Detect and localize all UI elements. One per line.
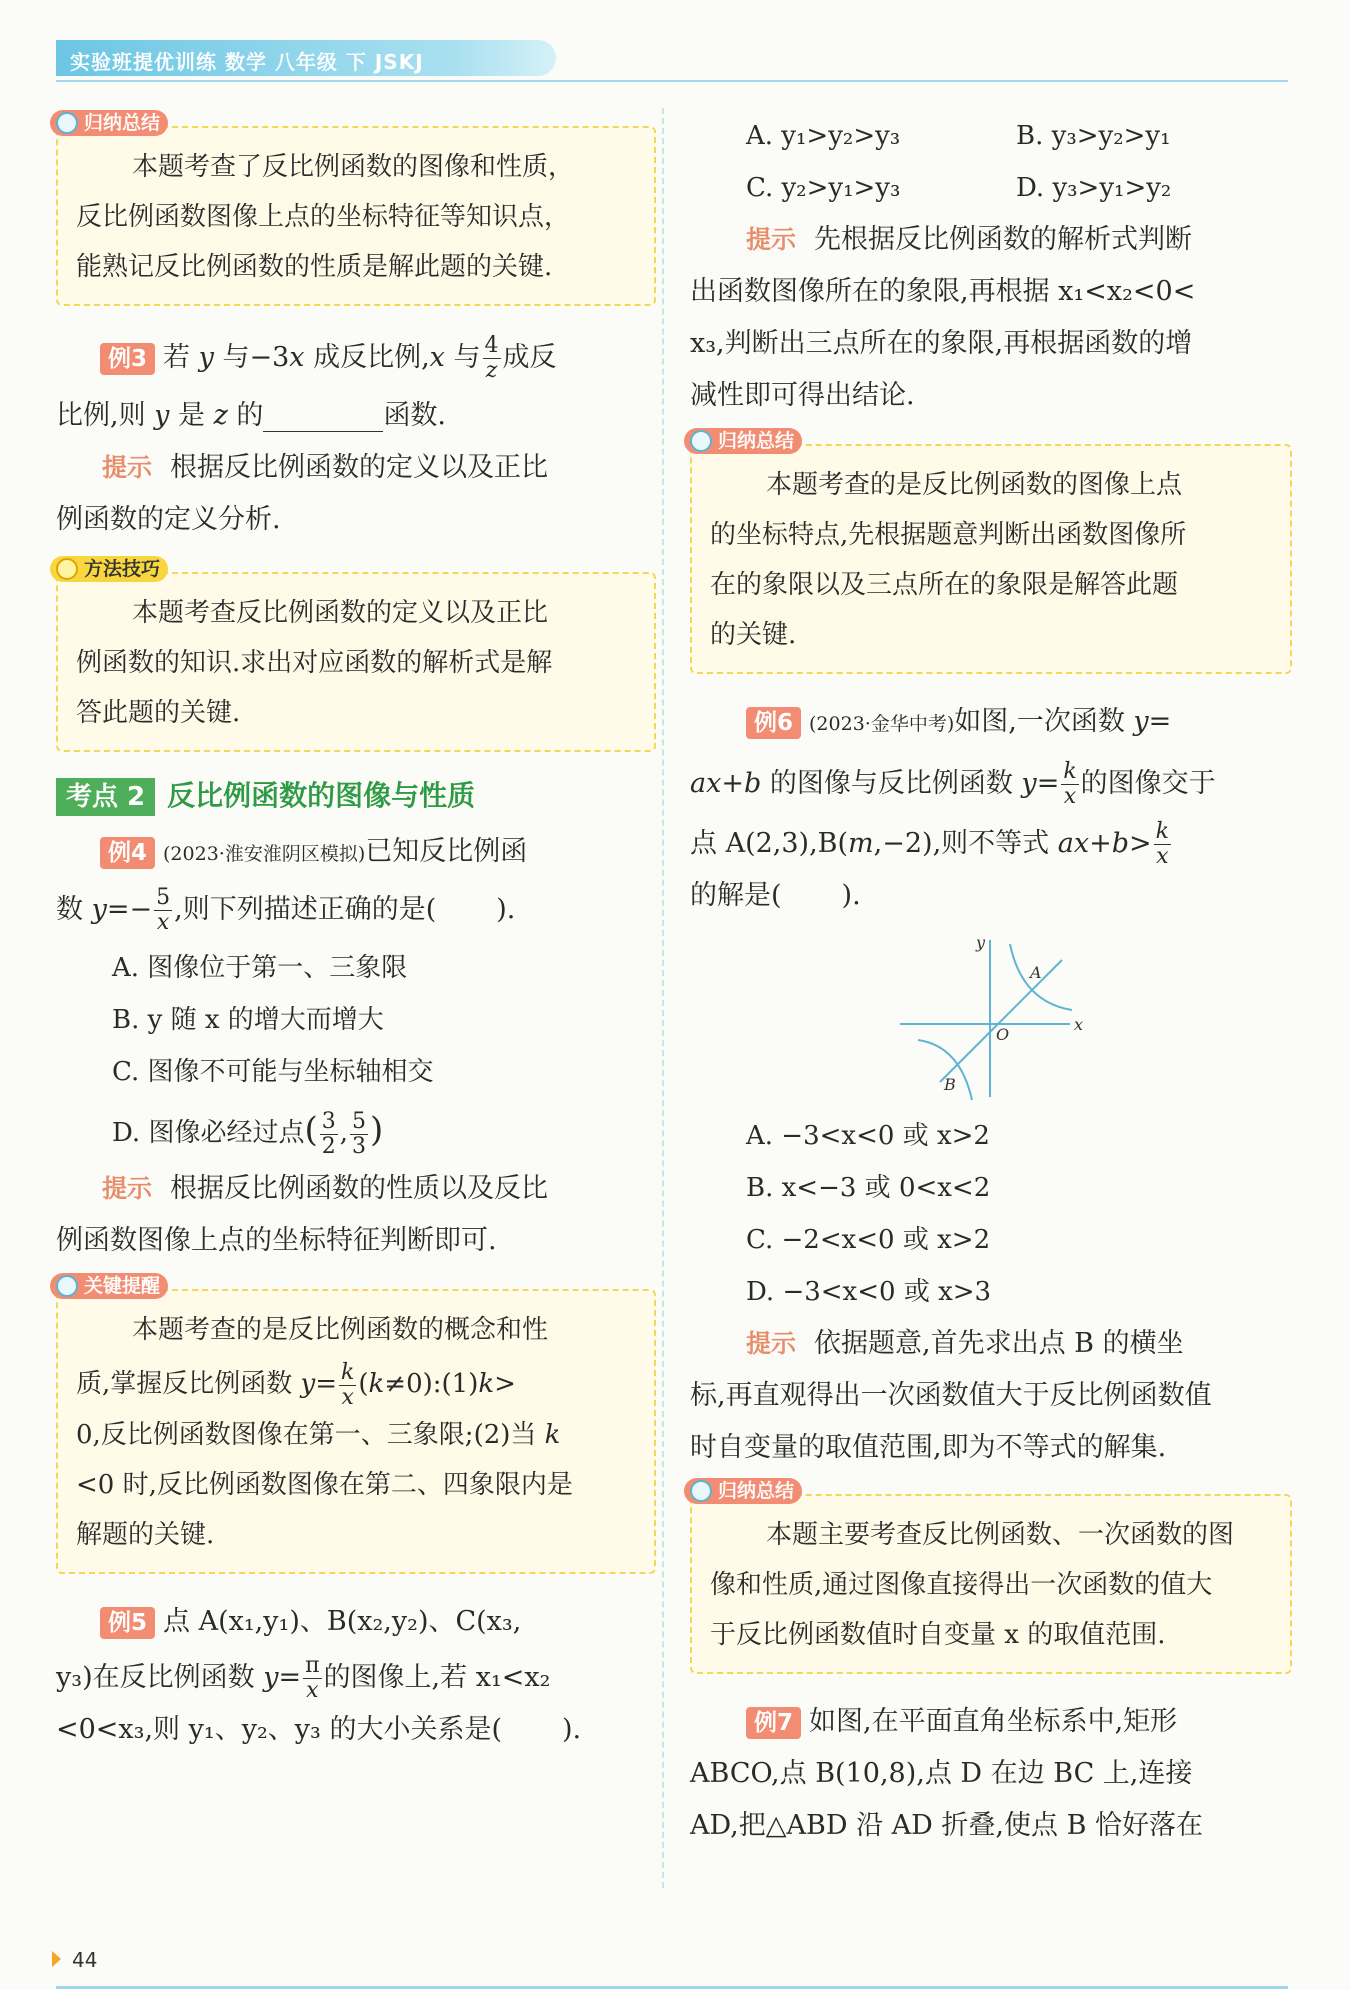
key-line-5: 解题的关键.	[76, 1519, 215, 1550]
key-box	[56, 1275, 656, 1574]
example-tag: 例3	[100, 343, 155, 375]
fraction: $\frac{5}{x}$	[156, 885, 171, 935]
example-5-line-2: y₃)在反比例函数 y= $\frac{\pi}{x}$ 的图像上,若 x₁<x₂	[56, 1652, 551, 1703]
summary-line: 本题主要考查反比例函数、一次函数的图	[766, 1520, 1235, 1550]
function-graph	[890, 932, 1090, 1102]
method-tag: 方法技巧	[50, 556, 168, 582]
left-column	[56, 110, 656, 1756]
lightbulb-icon	[56, 558, 78, 580]
header-bar	[56, 40, 556, 76]
summary-line: 反比例函数图像上点的坐标特征等知识点，	[76, 202, 571, 232]
right-column	[690, 110, 1292, 1852]
fraction: $\frac{5}{3}$	[351, 1108, 366, 1159]
answer-blank[interactable]	[263, 401, 383, 432]
hint-6: 提示 依据题意,首先求出点 B 的横坐	[746, 1328, 1184, 1359]
globe-icon	[690, 1480, 712, 1502]
option-c: C. y₂>y₁>y₃	[746, 173, 901, 203]
fraction: $\frac{4}{z}$	[484, 333, 499, 383]
fraction: $\frac{\pi}{x}$	[305, 1652, 320, 1703]
hint-5-cont: x₃,判断出三点所在的象限,再根据函数的增	[690, 328, 1193, 359]
example-7	[690, 1696, 1292, 1852]
ex5-options	[690, 110, 1292, 214]
summary-line: 在的象限以及三点所在的象限是解答此题	[710, 570, 1179, 600]
option-a: A. 图像位于第一、三象限	[112, 953, 408, 983]
point-b-label: B	[944, 1075, 956, 1094]
option-c: C. −2<x<0 或 x>2	[746, 1225, 991, 1255]
hint-5-cont: 出函数图像所在的象限,再根据 x₁<x₂<0<	[690, 276, 1196, 307]
example-4-line-1: 例4 (2023·淮安淮阴区模拟)已知反比例函	[56, 826, 656, 880]
hint-3: 提示 根据反比例函数的定义以及正比	[102, 452, 549, 483]
method-box	[56, 558, 656, 752]
example-6-line-2: ax+b 的图像与反比例函数 y= $\frac{k}{x}$ 的图像交于	[690, 759, 1216, 809]
header-title: 实验班提优训练 数学 八年级 下 JSKJ	[70, 50, 424, 74]
hint-5-cont: 减性即可得出结论.	[690, 380, 915, 411]
method-line: 例函数的知识.求出对应函数的解析式是解	[76, 648, 553, 678]
y-label: y	[976, 933, 986, 952]
example-7-line-1: 例7 如图,在平面直角坐标系中,矩形	[690, 1696, 1292, 1748]
option-a: A. y₁>y₂>y₃	[746, 121, 901, 151]
option-b: B. y 随 x 的增大而增大	[112, 1005, 384, 1035]
hint-6-cont: 标,再直观得出一次函数值大于反比例函数值	[690, 1380, 1212, 1411]
hint-4: 提示 根据反比例函数的性质以及反比	[102, 1173, 549, 1204]
source: (2023·金华中考)	[809, 713, 955, 735]
fraction: $\frac{k}{x}$	[1063, 759, 1077, 809]
option-b: B. x<−3 或 0<x<2	[746, 1173, 991, 1203]
summary-box-3	[690, 1480, 1292, 1674]
summary-line: 本题考查了反比例函数的图像和性质，	[132, 152, 575, 182]
globe-icon	[56, 112, 78, 134]
example-5-line-3: <0<x₃,则 y₁、y₂、y₃ 的大小关系是( ).	[56, 1713, 582, 1745]
hint-3-cont: 例函数的定义分析.	[56, 504, 281, 535]
hint-5: 提示 先根据反比例函数的解析式判断	[746, 224, 1193, 255]
example-tag: 例6	[746, 707, 801, 739]
option-d: D. −3<x<0 或 x>3	[746, 1277, 992, 1307]
key-line-4: <0 时,反比例函数图像在第二、四象限内是	[76, 1469, 573, 1500]
method-line: 答此题的关键.	[76, 698, 241, 728]
section-title: 反比例函数的图像与性质	[167, 779, 476, 812]
x-label: x	[1074, 1015, 1084, 1034]
fraction: $\frac{k}{x}$	[341, 1359, 355, 1410]
summary-box-1	[56, 112, 656, 306]
page-number: 44	[72, 1948, 98, 1972]
example-tag: 例5	[100, 1607, 155, 1639]
example-3-line-2: 比例,则 y 是 z 的 函数.	[56, 400, 447, 431]
summary-line: 的关键.	[710, 620, 797, 650]
example-6-line-1: 例6 (2023·金华中考)如图,一次函数 y=	[690, 696, 1292, 750]
example-6-line-4: 的解是( ).	[690, 880, 861, 911]
hint-6-cont: 时自变量的取值范围,即为不等式的解集.	[690, 1432, 1167, 1463]
option-d: D. 图像必经过点( $\frac{3}{2}$ , $\frac{5}{3}$ )	[112, 1108, 384, 1159]
globe-icon	[690, 430, 712, 452]
summary-line: 于反比例函数值时自变量 x 的取值范围.	[710, 1620, 1166, 1650]
bell-icon	[56, 1275, 78, 1297]
header-divider	[56, 80, 1288, 82]
option-d: D. y₃>y₁>y₂	[1016, 173, 1172, 203]
summary-tag: 归纳总结	[684, 1478, 802, 1504]
summary-tag: 归纳总结	[684, 428, 802, 454]
hint-4-cont: 例函数图像上点的坐标特征判断即可.	[56, 1225, 497, 1256]
example-tag: 例4	[100, 837, 155, 869]
summary-box-2	[690, 430, 1292, 674]
summary-line: 能熟记反比例函数的性质是解此题的关键.	[76, 252, 553, 282]
fraction: $\frac{3}{2}$	[321, 1108, 336, 1159]
example-3	[56, 332, 656, 546]
page-arrow-icon	[52, 1951, 61, 1967]
example-7-line-3: AD,把△ABD 沿 AD 折叠,使点 B 恰好落在	[690, 1810, 1203, 1841]
example-3-line-1: 例3 若 y 与−3x 成反比例,x 与 $\frac{4}{z}$ 成反	[56, 332, 656, 384]
key-line-2: 质,掌握反比例函数 y= $\frac{k}{x}$ (k≠0):(1)k>	[76, 1359, 516, 1410]
fraction: $\frac{k}{x}$	[1155, 819, 1169, 869]
summary-line: 的坐标特点,先根据题意判断出函数图像所	[710, 520, 1187, 550]
summary-line: 像和性质,通过图像直接得出一次函数的值大	[710, 1570, 1213, 1600]
key-line-1: 本题考查的是反比例函数的概念和性	[132, 1315, 549, 1345]
column-divider	[662, 108, 664, 1888]
summary-tag: 归纳总结	[50, 110, 168, 136]
footer-divider	[56, 1986, 1288, 1989]
option-b: B. y₃>y₂>y₁	[1016, 121, 1171, 151]
point-a-label: A	[1030, 963, 1042, 982]
option-a: A. −3<x<0 或 x>2	[746, 1121, 990, 1151]
option-c: C. 图像不可能与坐标轴相交	[112, 1057, 434, 1087]
linear-function-line	[940, 960, 1062, 1082]
example-5-line-1: 例5 点 A(x₁,y₁)、B(x₂,y₂)、C(x₃,	[56, 1596, 656, 1648]
example-4	[56, 826, 656, 1267]
example-5	[56, 1596, 656, 1756]
section-heading	[56, 774, 656, 816]
summary-line: 本题考查的是反比例函数的图像上点	[766, 470, 1183, 500]
origin-label: O	[996, 1025, 1010, 1044]
section-tag: 考点 2	[56, 778, 155, 816]
key-tag: 关键提醒	[50, 1273, 168, 1299]
example-tag: 例7	[746, 1707, 801, 1739]
example-4-line-2: 数 y=− $\frac{5}{x}$ ,则下列描述正确的是( ).	[56, 885, 516, 935]
source: (2023·淮安淮阴区模拟)	[163, 843, 366, 865]
example-6	[690, 696, 1292, 1474]
example-7-line-2: ABCO,点 B(10,8),点 D 在边 BC 上,连接	[690, 1758, 1193, 1789]
method-line: 本题考查反比例函数的定义以及正比	[132, 598, 549, 628]
example-6-line-3: 点 A(2,3),B(m,−2),则不等式 ax+b> $\frac{k}{x}$	[690, 819, 1169, 869]
key-line-3: 0,反比例函数图像在第一、三象限;(2)当 k	[76, 1419, 561, 1450]
